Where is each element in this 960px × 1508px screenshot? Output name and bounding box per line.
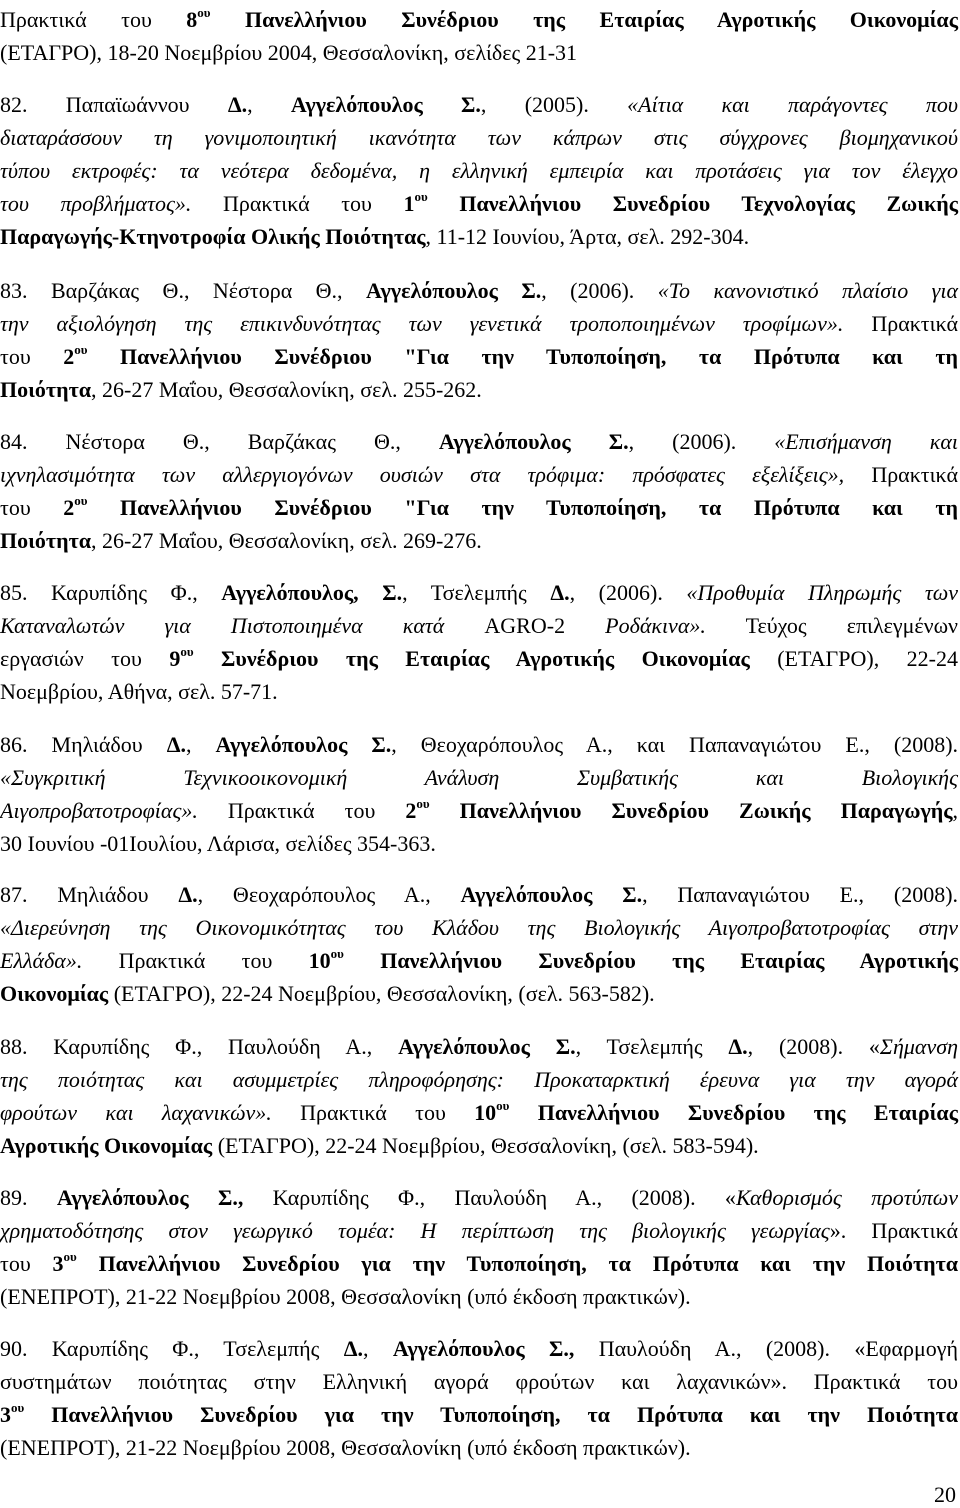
text-line [0, 1181, 958, 1214]
text-line [0, 576, 958, 609]
text-line [0, 491, 958, 524]
text-run: Αγγελόπουλος Σ. [366, 278, 542, 303]
text-run: 3 [0, 1402, 11, 1427]
text-line [0, 761, 958, 794]
text-run: Συνέδριου της Εταιρίας Αγροτικής Οικονομίας [193, 646, 750, 671]
text-run: Καθορισμός προτύπων [735, 1185, 959, 1210]
text-run: 88. Καρυπίδης Φ., Παυλούδη Α., [0, 1034, 399, 1059]
text-run: Πανελλήνιου Συνεδρίου για την Τυποποίηση, τα Πρότυπα και την Ποιότητα [76, 1251, 959, 1276]
text-run: Πανελλήνιου Συνέδριου "Για την Τυποποίηση, τα Πρότυπα και τη [87, 344, 958, 369]
text-run: , Παπαναγιώτου Ε., (2008). [642, 882, 959, 907]
text-run: του προβλήματος». [0, 191, 192, 216]
text-run: «Συγκριτική Τεχνικοοικονομική Ανάλυση Συμβατικής και Βιολογικής [0, 765, 958, 790]
text-run: ». Πρακτικά [829, 1218, 958, 1243]
text-line [0, 1247, 958, 1280]
reference-86 [0, 728, 958, 860]
reference-88 [0, 1030, 958, 1162]
text-line [0, 827, 958, 860]
text-run: Καρυπίδης Φ., Παυλούδη Α., (2008). « [243, 1185, 736, 1210]
text-line [0, 1365, 958, 1398]
superscript-text: ου [330, 945, 344, 961]
text-run: Πρακτικά του [82, 948, 309, 973]
text-run: Καταναλωτών για Πιστοποιημένα κατά [0, 613, 485, 638]
text-line [0, 609, 958, 642]
text-run: χρηματοδότησης στον γεωργικό τομέα: Η περίπτωση της βιολογικής γεωργίας [0, 1218, 830, 1243]
text-line [0, 1280, 958, 1313]
text-run: (ΕΤΑΓΡΟ), 18-20 Νοεμβρίου 2004, Θεσσαλονίκη, σελίδες 21-31 [0, 40, 578, 65]
superscript-text: ου [197, 4, 211, 20]
text-run: Οικονομίας [0, 981, 109, 1006]
text-run: , (2006). [569, 580, 687, 605]
text-run: Δ. [343, 1336, 363, 1361]
text-run: AGRO-2 [484, 613, 566, 638]
text-run: Πρακτικά [843, 311, 958, 336]
superscript-text: ου [496, 1097, 510, 1113]
text-line [0, 1332, 958, 1365]
text-line [0, 675, 958, 708]
text-run: 85. Καρυπίδης Φ., [0, 580, 222, 605]
text-run: του [0, 344, 64, 369]
text-run: Αγγελόπουλος Σ. [460, 882, 643, 907]
text-run: Πανελλήνιου Συνεδρίου της Εταιρίας Αγροτικής [343, 948, 959, 973]
text-run: , Θεοχαρόπουλος Α., και Παπαναγιώτου Ε., (2008). [391, 732, 959, 757]
text-run: Πανελλήνιου Συνεδρίου της Εταιρίας [509, 1100, 958, 1125]
text-run: Σήμανση [879, 1034, 958, 1059]
text-run: Ροδάκινα». [565, 613, 706, 638]
text-run: του [0, 495, 64, 520]
text-line [0, 36, 958, 69]
text-run: , 26-27 Μαΐου, Θεσσαλονίκη, σελ. 255-262. [91, 377, 482, 402]
text-run: (ΕΝΕΠΡΟΤ), 21-22 Νοεμβρίου 2008, Θεσσαλονίκη (υπό έκδοση πρακτικών). [0, 1284, 691, 1309]
text-run: (ΕΤΑΓΡΟ), 22-24 Νοεμβρίου, Θεσσαλονίκη, (σελ. 583-594). [212, 1133, 759, 1158]
superscript-text: ου [74, 492, 88, 508]
text-run: Πρακτικά του [0, 7, 187, 32]
text-run: , [952, 798, 959, 823]
text-run: Αγγελόπουλος Σ. [290, 92, 481, 117]
text-run: συστημάτων ποιότητας στην Ελληνική αγορά φρούτων και λαχανικών». Πρακτικά του [0, 1369, 958, 1394]
text-run: Αγγελόπουλος Σ., [56, 1185, 244, 1210]
text-run: 1 [403, 191, 415, 216]
text-run: Δ. [728, 1034, 748, 1059]
superscript-text: ου [11, 1399, 25, 1415]
text-run: 83. Βαρζάκας Θ., Νέστορα Θ., [0, 278, 367, 303]
text-run: Πρακτικά του [271, 1100, 475, 1125]
text-run: του [0, 1251, 53, 1276]
text-run: (ΕΝΕΠΡΟΤ), 21-22 Νοεμβρίου 2008, Θεσσαλονίκη (υπό έκδοση πρακτικών). [0, 1435, 691, 1460]
text-line [0, 154, 958, 187]
text-run: εργασιών του [0, 646, 170, 671]
text-run: 3 [52, 1251, 64, 1276]
text-line [0, 911, 958, 944]
text-run: , (2005). [480, 92, 628, 117]
text-run: Ελλάδα». [0, 948, 83, 973]
text-run: Αγγελόπουλος, Σ. [221, 580, 403, 605]
text-run: Αγγελόπουλος Σ. [438, 429, 629, 454]
reference-82 [0, 88, 958, 253]
text-line [0, 878, 958, 911]
text-run: την αξιολόγηση της επικινδυνότητας των γενετικά τροποποιημένων τροφίμων». [0, 311, 844, 336]
reference-87 [0, 878, 958, 1010]
reference-89 [0, 1181, 958, 1313]
text-run: 87. Μηλιάδου [0, 882, 179, 907]
text-run: 89. [0, 1185, 57, 1210]
text-run: 90. Καρυπίδης Φ., Τσελεμπής [0, 1336, 344, 1361]
text-run: 86. Μηλιάδου [0, 732, 167, 757]
text-run: , (2006). [628, 429, 775, 454]
text-run: Πανελλήνιου Συνεδρίου Τεχνολογίας Ζωικής [427, 191, 959, 216]
text-run: 10 [474, 1100, 497, 1125]
text-run: Πανελλήνιου Συνεδρίου Ζωικής Παραγωγής [429, 798, 953, 823]
text-run: Παυλούδη Α., (2008). «Εφαρμογή [574, 1336, 959, 1361]
text-run: Ποιότητα [0, 377, 91, 402]
reference-90 [0, 1332, 958, 1464]
superscript-text: ου [180, 643, 194, 659]
text-line [0, 1431, 958, 1464]
text-line [0, 642, 958, 675]
text-run: Αγγελόπουλος Σ. [398, 1034, 576, 1059]
text-line [0, 274, 958, 307]
text-line [0, 307, 958, 340]
text-line [0, 121, 958, 154]
text-run: Δ. [178, 882, 198, 907]
text-run: φρούτων και λαχανικών». [0, 1100, 272, 1125]
text-line [0, 728, 958, 761]
text-run: , Θεοχαρόπουλος Α., [197, 882, 461, 907]
superscript-text: ου [74, 341, 88, 357]
text-run: , 11-12 Ιουνίου, Άρτα, σελ. 292-304. [425, 224, 750, 249]
text-run: Αγγελόπουλος Σ., [392, 1336, 575, 1361]
text-line [0, 187, 958, 220]
text-run: 2 [63, 495, 75, 520]
text-run: 10 [308, 948, 331, 973]
text-run: Αγγελόπουλος Σ. [215, 732, 392, 757]
superscript-text: ου [416, 795, 430, 811]
text-run: , [247, 92, 291, 117]
reference-83 [0, 274, 958, 406]
text-line [0, 88, 958, 121]
reference-84 [0, 425, 958, 557]
text-run: Δ. [166, 732, 186, 757]
text-run: Τεύχος επιλεγμένων [705, 613, 959, 638]
text-line [0, 1030, 958, 1063]
text-run: Πανελλήνιου Συνέδριου "Για την Τυποποίηση, τα Πρότυπα και τη [87, 495, 958, 520]
text-run: 8 [186, 7, 198, 32]
text-line [0, 340, 958, 373]
text-line [0, 220, 958, 253]
text-run: Παραγωγής-Κτηνοτροφία Ολικής Ποιότητας [0, 224, 426, 249]
text-line [0, 524, 958, 557]
text-run: 9 [169, 646, 181, 671]
text-run: 82. Παπαϊωάννου [0, 92, 228, 117]
text-line [0, 977, 958, 1010]
text-run: Πρακτικά [844, 462, 958, 487]
text-line [0, 1063, 958, 1096]
superscript-text: ου [63, 1248, 77, 1264]
text-run: διαταράσσουν τη γονιμοποιητική ικανότητα των κάπρων στις σύγχρονες βιομηχανικού [0, 125, 958, 150]
reference-81-continuation [0, 3, 958, 69]
text-run: ιχνηλασιμότητα των αλλεργιογόνων ουσιών στα τρόφιμα: πρόσφατες εξελίξεις», [0, 462, 845, 487]
text-run: Πανελλήνιου Συνέδριου της Εταιρίας Αγροτικής Οικονομίας [210, 7, 958, 32]
text-run: Πρακτικά του [197, 798, 406, 823]
text-run: Αιγοπροβατοτροφίας». [0, 798, 198, 823]
text-run: «Διερεύνηση της Οικονομικότητας του Κλάδου της Βιολογικής Αιγοπροβατοτροφίας στην [0, 915, 958, 940]
text-line [0, 944, 958, 977]
text-run: , 26-27 Μαΐου, Θεσσαλονίκη, σελ. 269-276. [91, 528, 482, 553]
text-run: , [362, 1336, 393, 1361]
text-run: (ΕΤΑΓΡΟ), 22-24 [749, 646, 958, 671]
text-run: 2 [405, 798, 417, 823]
text-run: Πρακτικά του [191, 191, 404, 216]
text-run: 2 [63, 344, 75, 369]
text-line [0, 458, 958, 491]
text-line [0, 1398, 958, 1431]
text-run: , Τσελεμπής [402, 580, 551, 605]
text-run: , Τσελεμπής [575, 1034, 729, 1059]
text-run: 84. Νέστορα Θ., Βαρζάκας Θ., [0, 429, 439, 454]
text-line [0, 425, 958, 458]
text-run: «Προθυμία Πληρωμής των [686, 580, 958, 605]
text-line [0, 1129, 958, 1162]
text-run: , [185, 732, 216, 757]
superscript-text: ου [414, 188, 428, 204]
text-line [0, 3, 958, 36]
text-run: Ποιότητα [0, 528, 91, 553]
text-run: «Αίτια και παράγοντες που [627, 92, 958, 117]
text-run: Δ. [227, 92, 248, 117]
text-run: Αγροτικής Οικονομίας [0, 1133, 213, 1158]
text-run: , (2006). [541, 278, 658, 303]
text-run: 30 Ιουνίου -01Ιουλίου, Λάρισα, σελίδες 354-363. [0, 831, 436, 856]
text-run: Πανελλήνιου Συνεδρίου για την Τυποποίηση, τα Πρότυπα και την Ποιότητα [24, 1402, 958, 1427]
text-run: Νοεμβρίου, Αθήνα, σελ. 57-71. [0, 679, 278, 704]
text-run: τύπου εκτροφές: τα νεότερα δεδομένα, η ελληνική εμπειρία και προτάσεις για τον έλεγχο [0, 158, 958, 183]
text-line [0, 1096, 958, 1129]
text-run: Δ. [550, 580, 570, 605]
text-run: της ποιότητας και ασυμμετρίες πληροφόρησης: Προκαταρκτική έρευνα για την αγορά [0, 1067, 958, 1092]
page-number: 20 [934, 1482, 956, 1507]
text-line [0, 794, 958, 827]
text-run: (ΕΤΑΓΡΟ), 22-24 Νοεμβρίου, Θεσσαλονίκη, (σελ. 563-582). [108, 981, 655, 1006]
text-line [0, 373, 958, 406]
text-line [0, 1214, 958, 1247]
text-run: , (2008). « [747, 1034, 880, 1059]
text-run: «Επισήμανση και [774, 429, 958, 454]
reference-85 [0, 576, 958, 708]
text-run: «Το κανονιστικό πλαίσιο για [657, 278, 958, 303]
